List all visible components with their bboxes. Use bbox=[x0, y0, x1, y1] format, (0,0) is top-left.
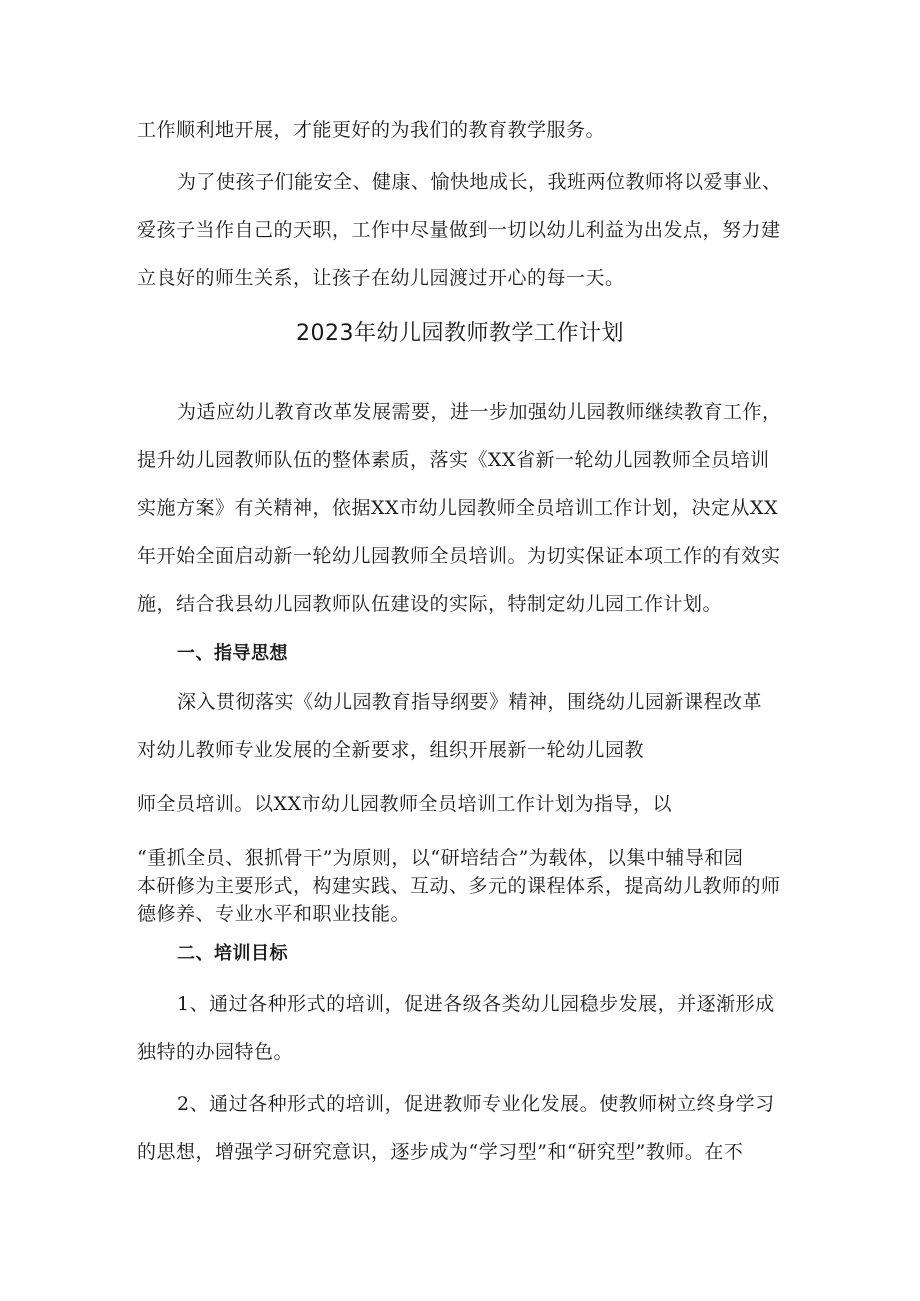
para1-line-4: 年开始全面启动新一轮幼儿园教师全员培训。为切实保证本项工作的有效实 bbox=[137, 545, 781, 567]
intro-line-4: 立良好的师生关系，让孩子在幼儿园渡过开心的每一天。 bbox=[137, 267, 625, 289]
para2-line-6: 德修养、专业水平和职业技能。 bbox=[137, 903, 411, 925]
para1-line-1: 为适应幼儿教育改革发展需要，进一步加强幼儿园教师继续教育工作， bbox=[177, 401, 782, 423]
intro-line-1: 工作顺利地开展，才能更好的为我们的教育教学服务。 bbox=[137, 119, 606, 141]
para2-line-1: 深入贯彻落实《幼儿园教育指导纲要》精神，围绕幼儿园新课程改革 bbox=[177, 691, 763, 713]
intro-line-3: 爱孩子当作自己的天职，工作中尽量做到一切以幼儿利益为出发点，努力建 bbox=[137, 219, 781, 241]
para1-line-5: 施，结合我县幼儿园教师队伍建设的实际，特制定幼儿园工作计划。 bbox=[137, 593, 723, 615]
para2-line-3: 师全员培训。以XX市幼儿园教师全员培训工作计划为指导，以 bbox=[137, 793, 673, 815]
para2-line-5: 本研修为主要形式，构建实践、互动、多元的课程体系，提高幼儿教师的师 bbox=[137, 875, 781, 897]
document-title: 2023年幼儿园教师教学工作计划 bbox=[296, 321, 624, 346]
para2-line-4: “重抓全员、狠抓骨干”为原则，以“研培结合”为载体，以集中辅导和园 bbox=[137, 847, 744, 869]
intro-line-2: 为了使孩子们能安全、健康、愉快地成长，我班两位教师将以爱事业、 bbox=[177, 171, 782, 193]
para1-line-3: 实施方案》有关精神，依据XX市幼儿园教师全员培训工作计划，决定从XX bbox=[137, 497, 779, 519]
section-heading-training-goals: 二、培训目标 bbox=[177, 943, 288, 964]
goal2-line-1: 2、通过各种形式的培训，促进教师专业化发展。使教师树立终身学习 bbox=[177, 1093, 775, 1115]
goal2-line-2: 的思想，增强学习研究意识，逐步成为“学习型”和“研究型”教师。在不 bbox=[137, 1141, 744, 1163]
para1-line-2: 提升幼儿园教师队伍的整体素质，落实《XX省新一轮幼儿园教师全员培训 bbox=[137, 449, 770, 471]
goal1-line-2: 独特的办园特色。 bbox=[137, 1041, 294, 1063]
section-heading-guiding-thought: 一、指导思想 bbox=[177, 643, 288, 664]
goal1-line-1: 1、通过各种形式的培训，促进各级各类幼儿园稳步发展，并逐渐形成 bbox=[177, 993, 775, 1015]
para2-line-2: 对幼儿教师专业发展的全新要求，组织开展新一轮幼儿园教 bbox=[137, 739, 645, 761]
